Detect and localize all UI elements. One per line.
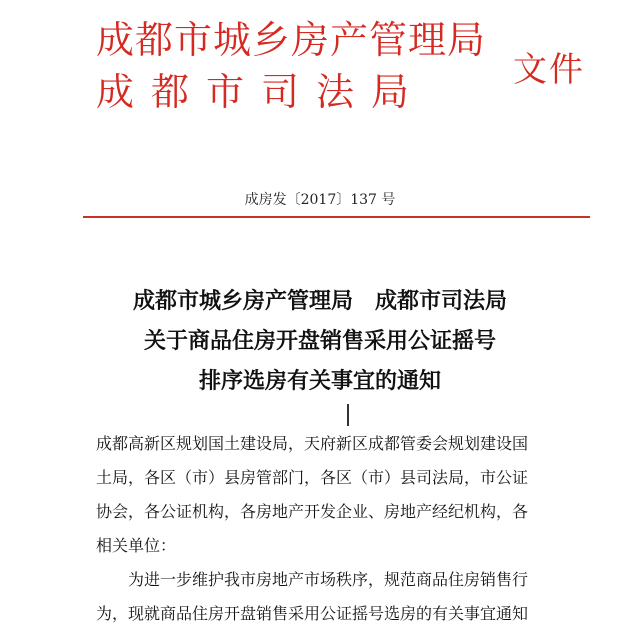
red-divider <box>83 216 590 218</box>
title-org-b: 成都市司法局 <box>375 289 508 314</box>
document-body <box>96 431 616 631</box>
paragraph-line: 为，现就商品住房开盘销售采用公证摇号选房的有关事宜通知 <box>96 604 529 623</box>
title-line-3: 排序选房有关事宜的通知 <box>198 369 441 394</box>
title-org-a: 成都市城乡房产管理局 <box>132 289 353 314</box>
org-name-housing-bureau: 成都市城乡房产管理局 <box>96 18 487 62</box>
addressee-line: 协会，各公证机构，各房地产开发企业、房地产经纪机构，各 <box>96 502 529 521</box>
document-label: 文件 <box>513 50 585 90</box>
title-line-2: 关于商品住房开盘销售采用公证摇号 <box>143 329 496 354</box>
title-line-1 <box>0 284 640 315</box>
document-number: 成房发〔2017〕137 号 <box>244 192 396 208</box>
org-name-justice-bureau: 成都市司法局 <box>96 70 427 114</box>
addressee-line: 成都高新区规划国土建设局，天府新区成都管委会规划建设国 <box>96 434 529 453</box>
addressee-line: 土局，各区（市）县房管部门，各区（市）县司法局，市公证 <box>96 468 529 487</box>
addressee-line: 相关单位： <box>96 536 177 555</box>
paragraph-line: 为进一步维护我市房地产市场秩序，规范商品住房销售行 <box>128 570 529 589</box>
issuing-organizations <box>96 14 486 118</box>
text-cursor <box>347 404 349 426</box>
